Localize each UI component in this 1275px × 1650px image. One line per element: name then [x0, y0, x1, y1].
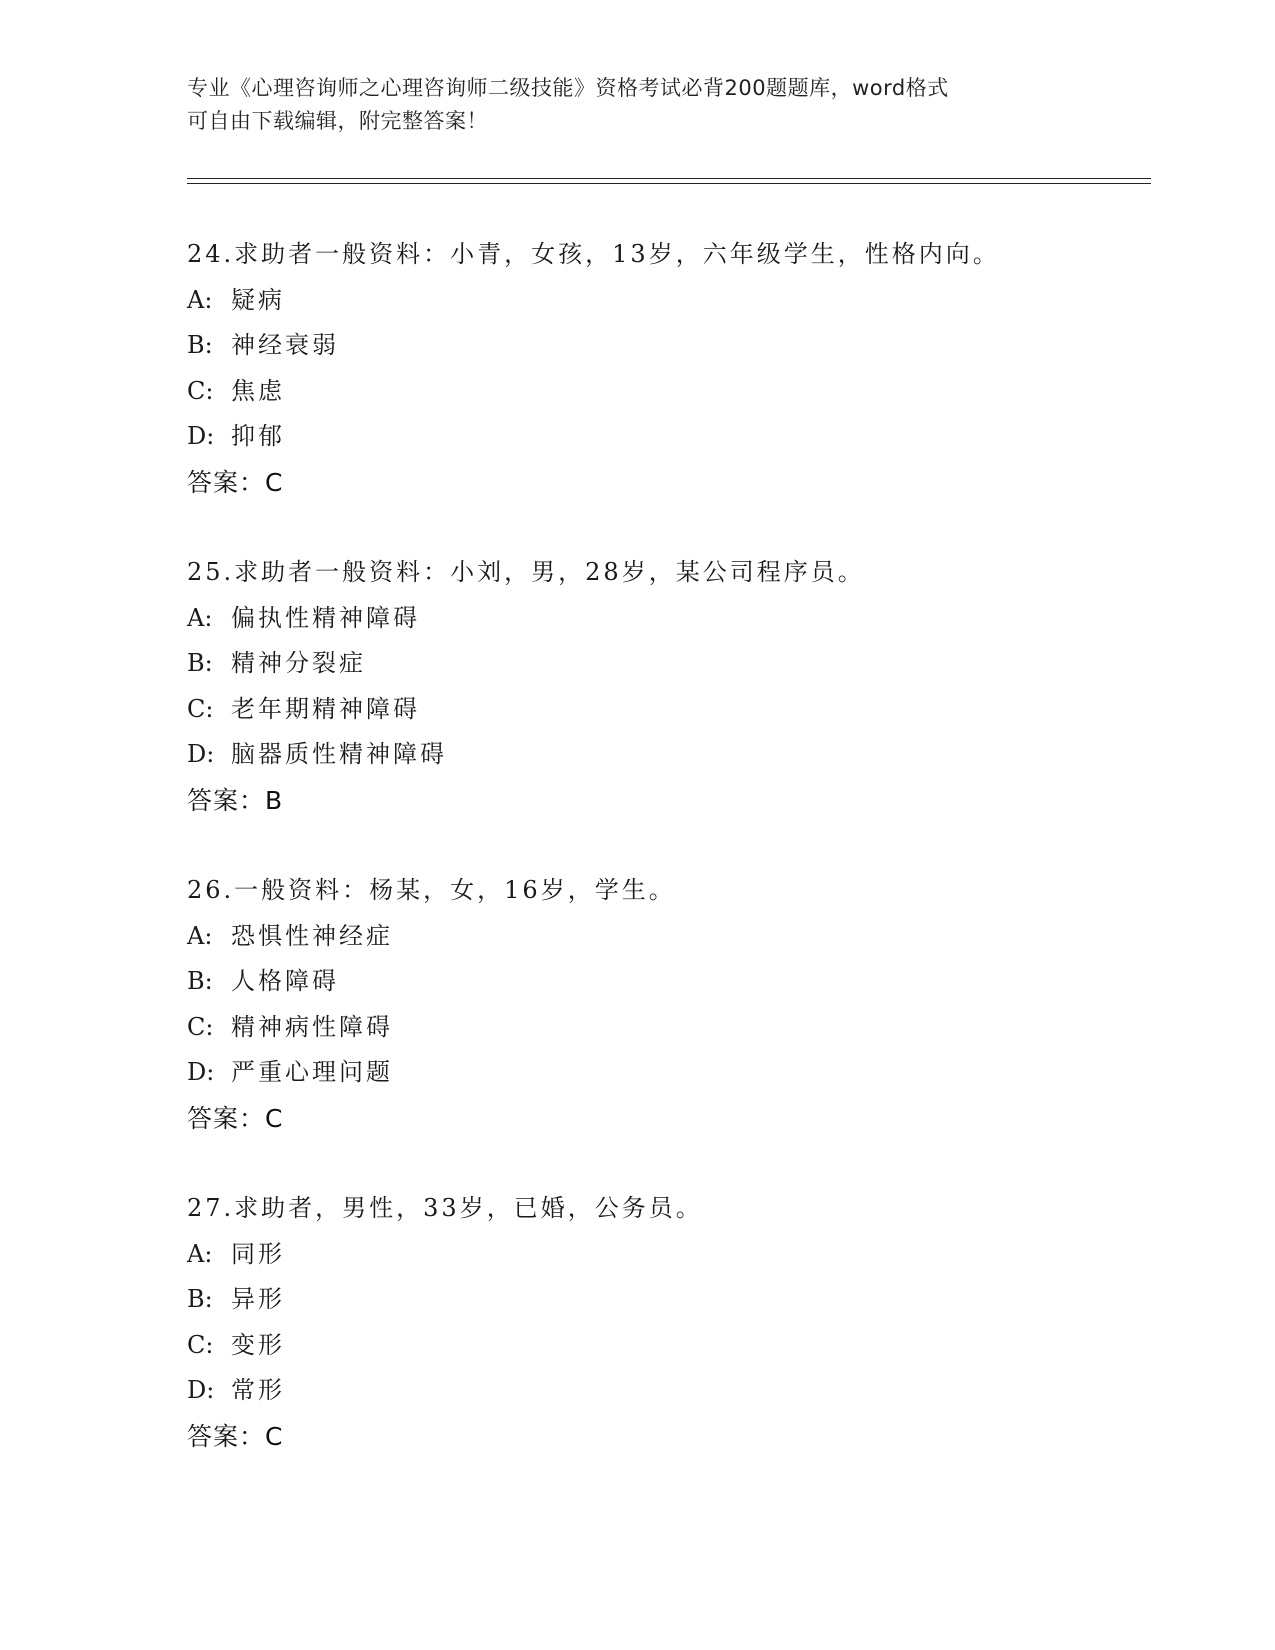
option-b: [187, 959, 1127, 1005]
option-letter: B:: [187, 649, 213, 677]
header-line-1: 专业《心理咨询师之心理咨询师二级技能》资格考试必背200题题库，word格式: [187, 76, 949, 100]
option-d: [187, 1368, 1127, 1414]
document-header: [187, 72, 1087, 138]
option-d: [187, 732, 1127, 778]
answer-line: 答案：C: [187, 467, 284, 497]
question-26: [187, 868, 1127, 1186]
option-letter: D:: [187, 1058, 215, 1086]
option-d: [187, 1050, 1127, 1096]
option-text: 神经衰弱: [231, 331, 339, 359]
header-line-2: 可自由下载编辑，附完整答案！: [187, 109, 488, 133]
option-letter: A:: [187, 921, 213, 950]
option-a: [187, 1232, 1127, 1278]
answer-line: 答案：C: [187, 1103, 284, 1133]
option-c: [187, 369, 1127, 415]
option-a: [187, 914, 1127, 960]
option-a: [187, 278, 1127, 324]
question-25: [187, 550, 1127, 868]
option-letter: C:: [187, 694, 214, 723]
header-divider-bottom: [187, 183, 1151, 184]
option-text: 同形: [231, 1239, 285, 1268]
option-text: 精神病性障碍: [231, 1012, 393, 1041]
question-stem: 24.求助者一般资料：小青，女孩，13岁，六年级学生，性格内向。: [187, 240, 1000, 268]
option-text: 恐惧性神经症: [231, 921, 393, 950]
option-a: [187, 596, 1127, 642]
option-text: 脑器质性精神障碍: [231, 740, 447, 768]
answer-line: 答案：C: [187, 1421, 284, 1451]
option-text: 严重心理问题: [231, 1058, 393, 1086]
option-b: [187, 641, 1127, 687]
option-c: [187, 1005, 1127, 1051]
option-letter: B:: [187, 331, 213, 359]
option-c: [187, 1323, 1127, 1369]
question-27: [187, 1186, 1127, 1504]
option-text: 疑病: [231, 285, 285, 314]
option-c: [187, 687, 1127, 733]
option-letter: C:: [187, 1012, 214, 1041]
option-text: 老年期精神障碍: [231, 694, 420, 723]
option-text: 精神分裂症: [231, 649, 366, 677]
answer-line: 答案：B: [187, 785, 284, 815]
option-b: [187, 323, 1127, 369]
option-letter: C:: [187, 1330, 214, 1359]
option-text: 抑郁: [231, 422, 285, 450]
option-text: 异形: [231, 1285, 285, 1313]
question-list: [187, 232, 1127, 1504]
option-text: 偏执性精神障碍: [231, 603, 420, 632]
question-stem: 25.求助者一般资料：小刘，男，28岁，某公司程序员。: [187, 558, 865, 586]
option-letter: A:: [187, 603, 213, 632]
option-text: 常形: [231, 1376, 285, 1404]
question-24: [187, 232, 1127, 550]
question-stem: 27.求助者，男性，33岁，已婚，公务员。: [187, 1194, 703, 1222]
option-d: [187, 414, 1127, 460]
header-divider-top: [187, 178, 1151, 179]
option-letter: D:: [187, 1376, 215, 1404]
option-text: 焦虑: [231, 376, 285, 405]
option-letter: A:: [187, 285, 213, 314]
option-text: 变形: [231, 1330, 285, 1359]
option-letter: D:: [187, 422, 215, 450]
option-b: [187, 1277, 1127, 1323]
option-letter: A:: [187, 1239, 213, 1268]
option-text: 人格障碍: [231, 967, 339, 995]
option-letter: C:: [187, 376, 214, 405]
question-stem: 26.一般资料：杨某，女，16岁，学生。: [187, 876, 676, 904]
option-letter: B:: [187, 1285, 213, 1313]
option-letter: B:: [187, 967, 213, 995]
option-letter: D:: [187, 740, 215, 768]
